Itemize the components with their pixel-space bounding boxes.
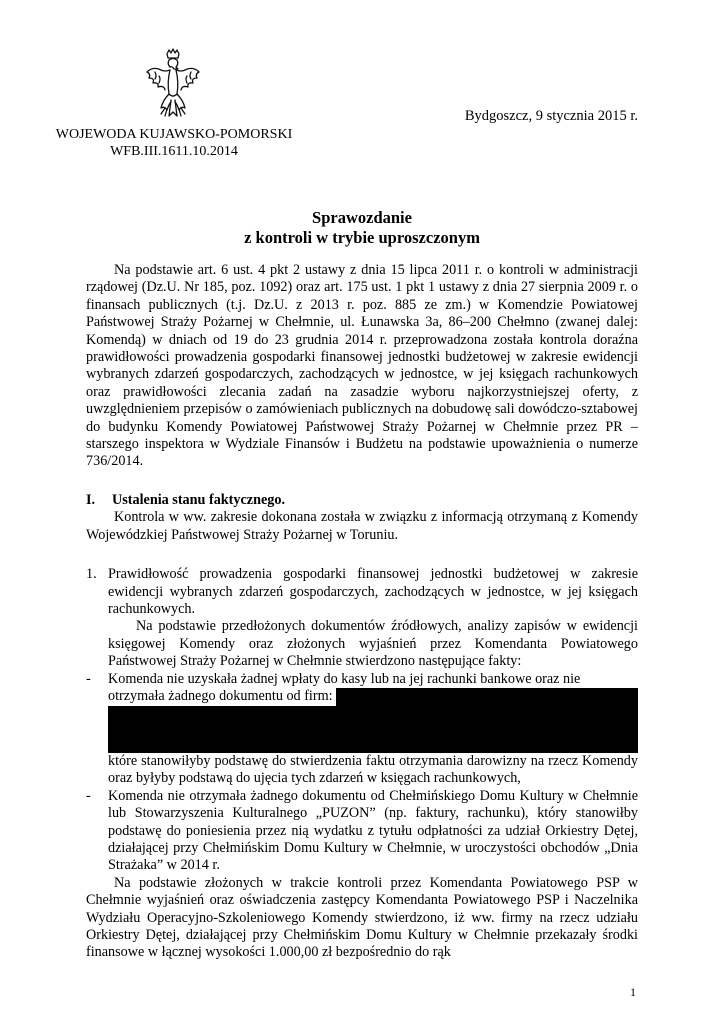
intro-paragraph: Na podstawie art. 6 ust. 4 pkt 2 ustawy z dnia 15 lipca 2011 r. o kontroli w administracji rządowej (Dz.U. Nr 185, poz. 1092) oraz art. 175 ust. 1 pkt 1 ustawy z dnia 27 sierpnia 2009 r. o finansach publicznych (t.j. Dz.U. z 2013 r. poz. 885 ze zm.) w Komendzie Powiatowej Państwowej Straży Pożarnej w Chełmnie, ul. Łunawska 3a, 86–200 Chełmno (zwanej dalej: Komendą) w dniach od 19 do 23 grudnia 2014 r. przeprowadzona została kontrola doraźna prawidłowości prowadzenia gospodarki finansowej jednostki budżetowej w zakresie ewidencji wybranych zdarzeń gospodarczych, zachodzących w jednostce, w jej księgach rachunkowych oraz prawidłowości zlecania zadań na zasadzie wyboru najkorzystniejszej oferty, z uwzględnieniem przepisów o zamówieniach publicznych na dobudowę sali dowódczo-sztabowej do budynku Komendy Powiatowej Państwowej Straży Pożarnej w Chełmnie przez PR – starszego inspektora w Wydziale Finansów i Budżetu na podstawie upoważnienia o numerze 736/2014. [86, 262, 638, 470]
case-reference: WFB.III.1611.10.2014 [110, 144, 238, 159]
section-title: Ustalenia stanu faktycznego. [112, 491, 286, 508]
page-number: 1 [630, 985, 636, 999]
place-and-date: Bydgoszcz, 9 stycznia 2015 r. [464, 108, 638, 124]
issuing-office [50, 126, 298, 160]
item-text: Prawidłowość prowadzenia gospodarki finansowej jednostki budżetowej w zakresie ewidencji wybranych zdarzeń gospodarczych, zachodzących w jednostce, w jej księgach rachunkowych. [108, 566, 638, 617]
title-line-2: z kontroli w trybie uproszczonym [244, 228, 480, 247]
redaction-block [108, 706, 638, 753]
office-name: WOJEWODA KUJAWSKO-POMORSKI [55, 127, 293, 142]
document-title [0, 208, 724, 248]
bullet-1-line-2: otrzymała żadnego dokumentu od firm: [108, 687, 333, 704]
title-line-1: Sprawozdanie [312, 208, 412, 227]
bullet-1-continuation: które stanowiłyby podstawę do stwierdzenia faktu otrzymania darowizny na rzecz Komendy oraz byłyby podstawą do ujęcia tych zdarzeń w księgach rachunkowych, [108, 752, 638, 787]
bullet-item [86, 671, 638, 788]
bullet-dash: - [86, 787, 91, 804]
section-paragraph: Kontrola w ww. zakresie dokonana została w związku z informacją otrzymaną z Komendy Wojewódzkiej Państwowej Straży Pożarnej w Toruniu. [86, 509, 638, 543]
document-body [86, 262, 638, 962]
bullet-1-line-1: Komenda nie uzyskała żadnej wpłaty do kasy lub na jej rachunki bankowe oraz nie [108, 670, 581, 687]
item-number: 1. [86, 566, 97, 583]
section-number: I. [86, 491, 96, 508]
bullet-dash: - [86, 670, 91, 687]
section-heading [86, 492, 638, 509]
redaction-bar [336, 688, 638, 706]
bullet-2-text: Komenda nie otrzymała żadnego dokumentu od Chełmińskiego Domu Kultury w Chełmnie lub Stowarzyszenia Kulturalnego „PUZON” (np. faktury, rachunku), który stanowiłby podstawę do poniesienia przez nią wydatku z tytułu odpłatności za udział Orkiestry Dętej, działającej przy Chełmińskim Domu Kultury w Chełmnie, w uroczystości obchodów „Dnia Strażaka” w 2014 r. [108, 787, 638, 874]
closing-paragraph: Na podstawie złożonych w trakcie kontroli przez Komendanta Powiatowego PSP w Chełmnie wyjaśnień oraz oświadczenia zastępcy Komendanta Powiatowego PSP i Naczelnika Wydziału Operacyjno-Szkoleniowego Komendy stwierdzono, iż ww. firmy na rzecz udziału Orkiestry Dętej, działającej przy Chełmińskim Domu Kultury w Chełmnie przekazały środki finansowe w łącznej wysokości 1.000,00 zł bezpośrednio do rąk [86, 874, 638, 961]
numbered-item [86, 566, 638, 618]
polish-eagle-emblem [143, 48, 203, 124]
bullet-item [86, 788, 638, 875]
findings-paragraph: Na podstawie przedłożonych dokumentów źródłowych, analizy zapisów w ewidencji księgowej Komendy oraz złożonych wyjaśnień przez Komendanta Powiatowego Państwowej Straży Pożarnej w Chełmnie stwierdzono następujące fakty: [108, 618, 638, 670]
